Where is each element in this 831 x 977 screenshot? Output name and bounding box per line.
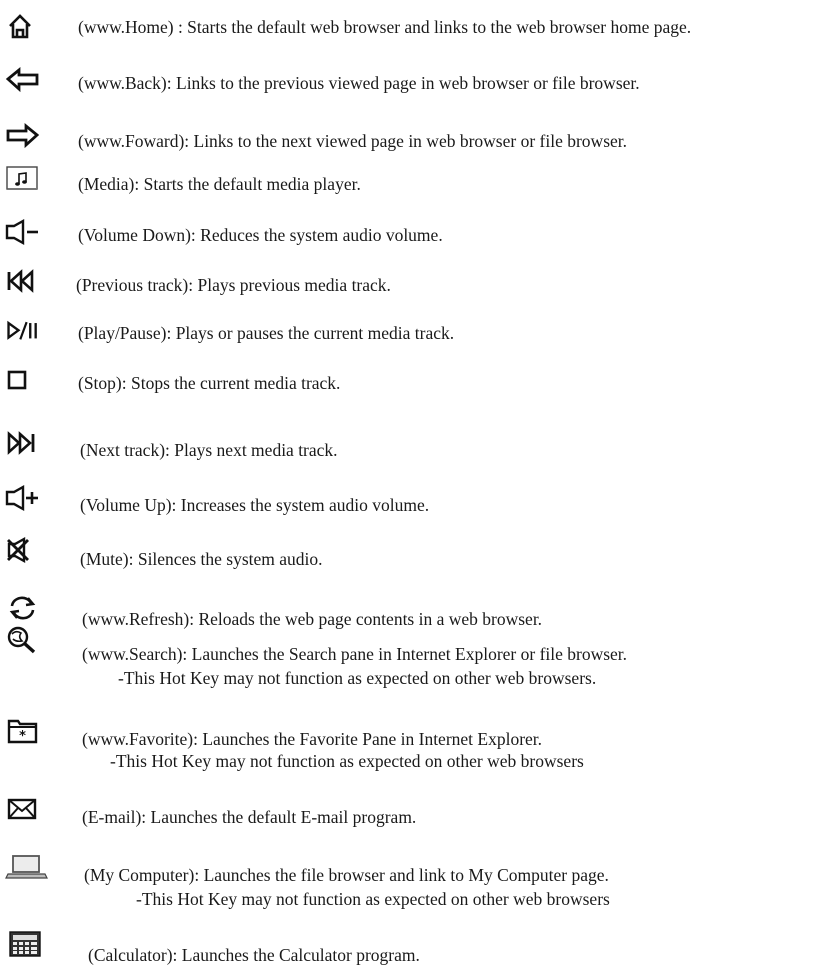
hotkey-description: (Play/Pause): Plays or pauses the current media track. — [78, 323, 455, 343]
hotkey-description: (My Computer): Launches the file browser and link to My Computer page. — [84, 865, 609, 885]
hotkey-note: -This Hot Key may not function as expected on other web browsers — [110, 751, 584, 771]
hotkey-description: (www.Back): Links to the previous viewed page in web browser or file browser. — [78, 73, 640, 93]
refresh-icon — [4, 594, 42, 624]
hotkey-description: (Mute): Silences the system audio. — [80, 549, 323, 569]
volume-up-icon — [4, 484, 42, 514]
hotkey-description: (www.Search): Launches the Search pane in Internet Explorer or file browser. — [82, 644, 628, 664]
hotkey-description: (Stop): Stops the current media track. — [78, 373, 341, 393]
previous-track-icon — [4, 268, 42, 298]
stop-icon — [4, 368, 42, 398]
hotkey-description: (Volume Down): Reduces the system audio volume. — [78, 225, 443, 245]
hotkey-description: (Calculator): Launches the Calculator program. — [88, 945, 420, 965]
favorite-folder-icon — [4, 716, 42, 746]
hotkey-description: (Previous track): Plays previous media track. — [76, 275, 391, 295]
hotkey-description: (E-mail): Launches the default E-mail program. — [82, 807, 417, 827]
my-computer-laptop-icon — [4, 852, 50, 882]
hotkey-description: (www.Foward): Links to the next viewed page in web browser or file browser. — [78, 131, 628, 151]
hotkey-description: (www.Refresh): Reloads the web page contents in a web browser. — [82, 609, 543, 629]
search-icon — [4, 625, 42, 655]
email-envelope-icon — [4, 796, 42, 826]
play-pause-icon — [4, 318, 42, 348]
calculator-icon — [4, 930, 50, 960]
back-arrow-icon — [4, 66, 42, 96]
next-track-icon — [4, 430, 42, 460]
hotkey-description: (www.Home) : Starts the default web browser and links to the web browser home page. — [78, 17, 692, 37]
hotkey-description: (www.Favorite): Launches the Favorite Pane in Internet Explorer. — [82, 729, 543, 749]
hotkey-note: -This Hot Key may not function as expected on other web browsers — [136, 889, 610, 909]
svg-text:*: * — [19, 729, 26, 744]
media-note-icon — [4, 165, 42, 195]
hotkey-description: (Media): Starts the default media player. — [78, 174, 361, 194]
mute-icon — [4, 536, 42, 566]
hotkey-description: (Next track): Plays next media track. — [80, 440, 338, 460]
hotkey-description: (Volume Up): Increases the system audio volume. — [80, 495, 430, 515]
home-icon — [4, 12, 42, 42]
hotkey-note: -This Hot Key may not function as expected on other web browsers. — [118, 668, 597, 688]
forward-arrow-icon — [4, 122, 42, 152]
volume-down-icon — [4, 218, 42, 248]
